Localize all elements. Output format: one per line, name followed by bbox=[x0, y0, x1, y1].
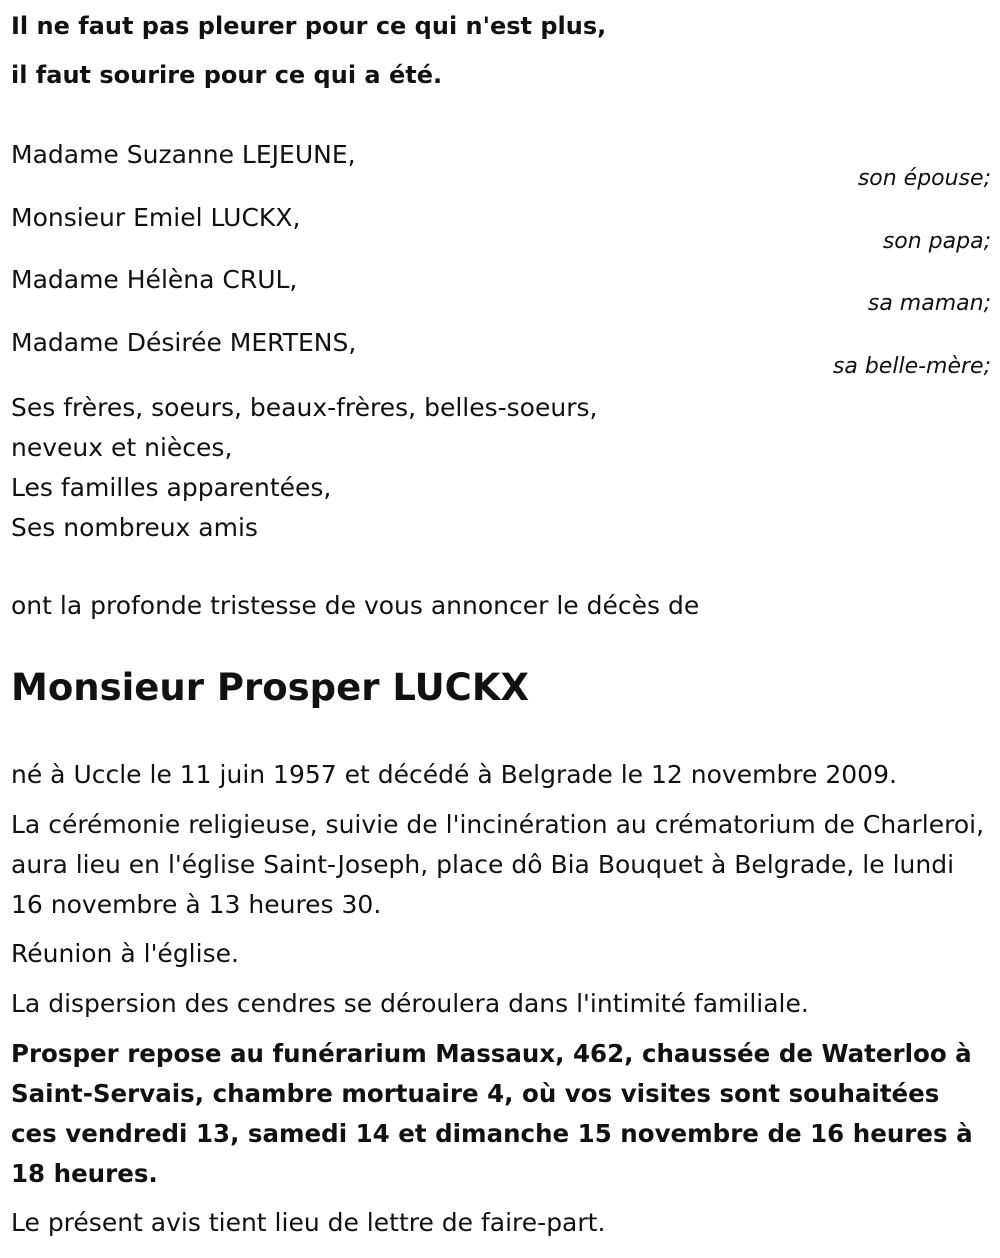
notice-paragraph: Le présent avis tient lieu de lettre de faire-part. bbox=[11, 1208, 606, 1237]
other-relatives-line: Les familles apparentées, bbox=[11, 473, 332, 502]
birth-death-paragraph: né à Uccle le 11 juin 1957 et décédé à Belgrade le 12 novembre 2009. bbox=[11, 760, 897, 789]
epigraph-line-1: Il ne faut pas pleurer pour ce qui n'est plus, bbox=[11, 12, 607, 40]
family-member-role: sa belle-mère; bbox=[832, 354, 991, 379]
announcement-text: ont la profonde tristesse de vous annoncer le décès de bbox=[11, 591, 700, 620]
other-relatives bbox=[11, 388, 597, 548]
other-relatives-line: Ses frères, soeurs, beaux-frères, belles-soeurs, bbox=[11, 393, 598, 422]
family-member-name: Madame Suzanne LEJEUNE, bbox=[11, 140, 356, 169]
family-member-name: Monsieur Emiel LUCKX, bbox=[11, 203, 301, 232]
family-member-role: sa maman; bbox=[867, 291, 991, 316]
family-member-role: son papa; bbox=[882, 229, 991, 254]
other-relatives-line: neveux et nièces, bbox=[11, 433, 233, 462]
family-member-role: son épouse; bbox=[857, 166, 991, 191]
epigraph-line-2: il faut sourire pour ce qui a été. bbox=[11, 61, 443, 89]
reunion-paragraph: Réunion à l'église. bbox=[11, 939, 239, 968]
deceased-name: Monsieur Prosper LUCKX bbox=[11, 666, 530, 709]
other-relatives-line: Ses nombreux amis bbox=[11, 513, 258, 542]
dispersion-paragraph: La dispersion des cendres se déroulera dans l'intimité familiale. bbox=[11, 989, 809, 1018]
visits-paragraph: Prosper repose au funérarium Massaux, 462, chaussée de Waterloo à Saint-Servais, chambre mortuaire 4, où vos visites sont souhaitées ces vendredi 13, samedi 14 et dimanche 15 novembre de 16 heures à 18 heures. bbox=[11, 1039, 973, 1188]
family-member-name: Madame Hélèna CRUL, bbox=[11, 265, 298, 294]
ceremony-paragraph: La cérémonie religieuse, suivie de l'incinération au crématorium de Charleroi, aura lieu en l'église Saint-Joseph, place dô Bia Bouquet à Belgrade, le lundi 16 novembre à 13 heures 30. bbox=[11, 810, 985, 919]
family-member-name: Madame Désirée MERTENS, bbox=[11, 328, 357, 357]
